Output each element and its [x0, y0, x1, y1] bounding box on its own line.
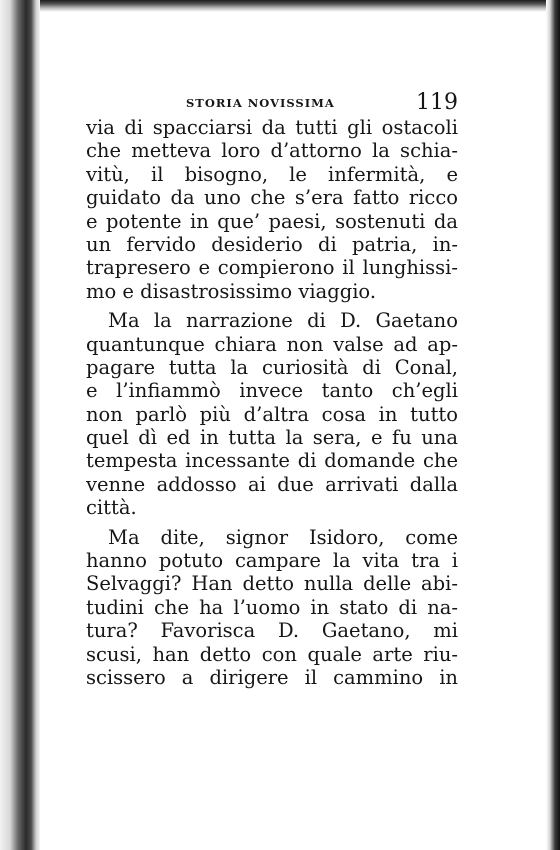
text-line: scissero a dirigere il cammino in — [86, 665, 458, 689]
paragraph-narration — [86, 309, 458, 520]
text-line: pagare tutta la curiosità di Conal, — [86, 355, 458, 379]
text-line: quel dì ed in tutta la sera, e fu una — [86, 426, 458, 450]
text-line: città. — [86, 496, 137, 520]
text-line: vitù, il bisogno, le infermità, e — [86, 162, 458, 186]
text-line: quantunque chiara non valse ad ap- — [86, 332, 458, 356]
running-head — [86, 92, 458, 116]
running-title: STORIA NOVISSIMA — [186, 96, 335, 110]
text-line: un fervido desiderio di patria, in- — [86, 232, 458, 256]
text-line: tura? Favorisca D. Gaetano, mi — [86, 619, 458, 643]
text-line: venne addosso ai due arrivati dalla — [86, 472, 458, 496]
text-line: e l’infiammò invece tanto ch’egli — [86, 379, 458, 403]
book-page — [86, 92, 458, 689]
page-number: 119 — [416, 90, 458, 115]
text-line: non parlò più d’altra cosa in tutto — [86, 402, 458, 426]
text-line: tempesta incessante di domande che — [86, 449, 458, 473]
text-line: guidato da uno che s’era fatto ricco — [86, 186, 458, 210]
text-line: hanno potuto campare la vita tra i — [86, 549, 458, 573]
text-line: mo e disastrosissimo viaggio. — [86, 279, 377, 303]
text-line: Ma dite, signor Isidoro, come — [108, 525, 458, 549]
text-line: via di spacciarsi da tutti gli ostacoli — [86, 116, 458, 139]
scan-top-edge — [40, 0, 560, 12]
text-line: Ma la narrazione di D. Gaetano — [108, 309, 458, 333]
text-line: Selvaggi? Han detto nulla delle abi- — [86, 572, 458, 596]
text-line: trapresero e compierono il lunghissi- — [86, 256, 458, 280]
scan-right-edge — [546, 0, 560, 850]
text-line: che metteva loro d’attorno la schia- — [86, 139, 458, 163]
body-text — [86, 116, 458, 689]
scan-binding-edge — [0, 0, 40, 850]
paragraph-dialogue — [86, 526, 458, 690]
text-line: tudini che ha l’uomo in stato di na- — [86, 595, 458, 619]
text-line: e potente in que’ paesi, sostenuti da — [86, 209, 458, 233]
paragraph-continued — [86, 116, 458, 303]
text-line: scusi, han detto con quale arte riu- — [86, 642, 458, 666]
